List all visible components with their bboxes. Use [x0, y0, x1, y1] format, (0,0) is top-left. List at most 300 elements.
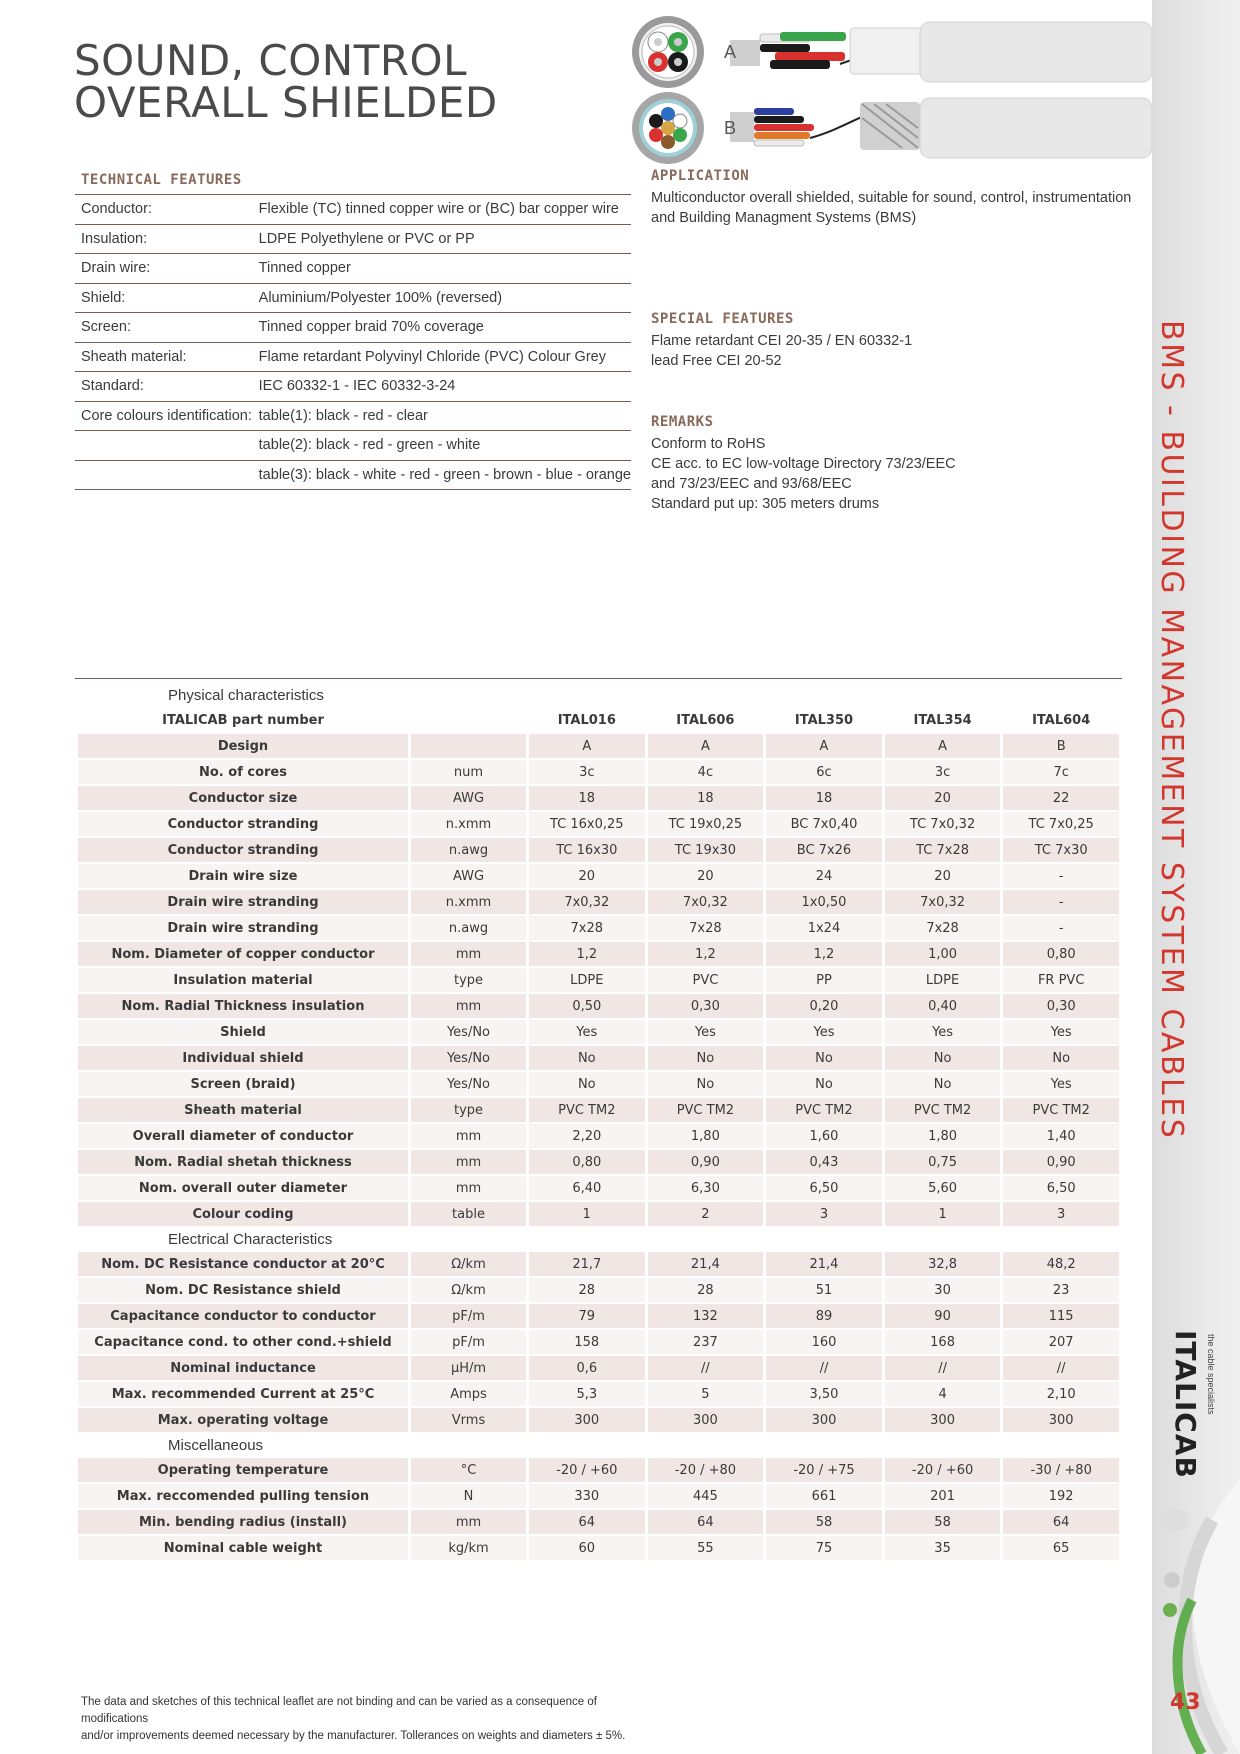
row-label: Nom. Radial shetah thickness: [78, 1150, 408, 1174]
table-cell: 2,10: [1003, 1382, 1119, 1406]
table-cell: 30: [885, 1278, 1001, 1302]
part-number-unit-blank: [411, 708, 526, 732]
table-cell: 21,4: [766, 1252, 882, 1276]
table-cell: TC 19x30: [648, 838, 764, 862]
table-cell: TC 7x0,25: [1003, 812, 1119, 836]
table-row: [78, 838, 1119, 862]
table-cell: 0,80: [529, 1150, 645, 1174]
table-cell: 22: [1003, 786, 1119, 810]
application-heading: APPLICATION: [651, 168, 750, 184]
table-cell: 6c: [766, 760, 882, 784]
section-title: Physical characteristics: [168, 686, 324, 704]
table-row: [78, 968, 1119, 992]
table-cell: 2,20: [529, 1124, 645, 1148]
table-cell: 330: [529, 1484, 645, 1508]
table-cell: No: [529, 1046, 645, 1070]
row-unit: type: [411, 1098, 526, 1122]
table-cell: 300: [885, 1408, 1001, 1432]
part-number-row: [78, 708, 1119, 732]
table-cell: 64: [529, 1510, 645, 1534]
table-cell: PVC TM2: [1003, 1098, 1119, 1122]
tech-feature-row: [75, 313, 631, 343]
table-cell: 3c: [529, 760, 645, 784]
table-cell: 1,2: [529, 942, 645, 966]
table-cell: 1x0,50: [766, 890, 882, 914]
tech-feature-label: Sheath material:: [75, 342, 253, 372]
special-feature-line: lead Free CEI 20-52: [651, 353, 782, 369]
table-cell: 64: [648, 1510, 764, 1534]
row-unit: AWG: [411, 864, 526, 888]
table-cell: 0,40: [885, 994, 1001, 1018]
table-cell: 6,40: [529, 1176, 645, 1200]
table-cell: 0,20: [766, 994, 882, 1018]
row-unit: n.xmm: [411, 812, 526, 836]
table-cell: //: [1003, 1356, 1119, 1380]
row-unit: Yes/No: [411, 1020, 526, 1044]
table-cell: 445: [648, 1484, 764, 1508]
table-cell: 20: [885, 864, 1001, 888]
remarks-heading: REMARKS: [651, 414, 714, 430]
table-cell: -20 / +60: [885, 1458, 1001, 1482]
table-cell: 7x0,32: [885, 890, 1001, 914]
table-row: [78, 812, 1119, 836]
table-cell: 90: [885, 1304, 1001, 1328]
remark-line: CE acc. to EC low-voltage Directory 73/23/EEC: [651, 456, 956, 472]
tech-feature-row: [75, 460, 631, 490]
table-cell: 1: [885, 1202, 1001, 1226]
table-row: [78, 1202, 1119, 1226]
table-cell: 5,60: [885, 1176, 1001, 1200]
table-cell: 18: [529, 786, 645, 810]
row-unit: AWG: [411, 786, 526, 810]
row-label: Capacitance cond. to other cond.+shield: [78, 1330, 408, 1354]
table-cell: 3,50: [766, 1382, 882, 1406]
special-features-block: [651, 309, 1151, 371]
table-cell: 1x24: [766, 916, 882, 940]
table-row: [78, 786, 1119, 810]
row-unit: Ω/km: [411, 1252, 526, 1276]
table-cell: //: [766, 1356, 882, 1380]
table-cell: 168: [885, 1330, 1001, 1354]
table-cell: 0,6: [529, 1356, 645, 1380]
table-cell: 5,3: [529, 1382, 645, 1406]
row-label: Drain wire stranding: [78, 916, 408, 940]
row-unit: N: [411, 1484, 526, 1508]
technical-features-table: [75, 194, 631, 490]
table-cell: 4c: [648, 760, 764, 784]
table-cell: 0,75: [885, 1150, 1001, 1174]
table-cell: -: [1003, 916, 1119, 940]
table-cell: 0,43: [766, 1150, 882, 1174]
row-label: Nom. DC Resistance conductor at 20°C: [78, 1252, 408, 1276]
row-label: Shield: [78, 1020, 408, 1044]
table-cell: B: [1003, 734, 1119, 758]
table-cell: 201: [885, 1484, 1001, 1508]
table-cell: 89: [766, 1304, 882, 1328]
table-cell: 2: [648, 1202, 764, 1226]
tech-feature-row: [75, 283, 631, 313]
table-cell: 237: [648, 1330, 764, 1354]
table-row: [78, 1356, 1119, 1380]
table-cell: 55: [648, 1536, 764, 1560]
table-cell: 132: [648, 1304, 764, 1328]
row-label: Nominal cable weight: [78, 1536, 408, 1560]
row-label: Nom. Radial Thickness insulation: [78, 994, 408, 1018]
application-line: and Building Managment Systems (BMS): [651, 210, 917, 226]
row-label: Insulation material: [78, 968, 408, 992]
part-number-header: ITAL604: [1032, 712, 1091, 728]
tech-feature-label: Insulation:: [75, 224, 253, 254]
table-cell: 51: [766, 1278, 882, 1302]
section-title-row: [78, 1228, 1119, 1250]
row-unit: mm: [411, 994, 526, 1018]
table-cell: 28: [529, 1278, 645, 1302]
table-cell: 7x0,32: [529, 890, 645, 914]
table-cell: 7c: [1003, 760, 1119, 784]
table-cell: 6,30: [648, 1176, 764, 1200]
row-unit: mm: [411, 942, 526, 966]
design-letter-b: B: [724, 118, 737, 138]
part-number-header: ITAL606: [676, 712, 735, 728]
table-cell: 75: [766, 1536, 882, 1560]
application-line: Multiconductor overall shielded, suitable for sound, control, instrumentation: [651, 190, 1132, 206]
table-cell: -: [1003, 890, 1119, 914]
table-row: [78, 1072, 1119, 1096]
tech-feature-label: Drain wire:: [75, 254, 253, 284]
tech-feature-value: table(2): black - red - green - white: [253, 431, 631, 461]
tech-feature-row: [75, 254, 631, 284]
table-row: [78, 864, 1119, 888]
table-cell: BC 7x0,40: [766, 812, 882, 836]
row-unit: Amps: [411, 1382, 526, 1406]
table-row: [78, 1330, 1119, 1354]
table-row: [78, 734, 1119, 758]
table-cell: 7x0,32: [648, 890, 764, 914]
tech-feature-value: Flexible (TC) tinned copper wire or (BC) bar copper wire: [253, 195, 631, 225]
table-cell: //: [885, 1356, 1001, 1380]
tech-feature-row: [75, 342, 631, 372]
tech-feature-value: Tinned copper braid 70% coverage: [253, 313, 631, 343]
table-cell: 1,60: [766, 1124, 882, 1148]
table-top-rule: [75, 678, 1122, 679]
row-unit: mm: [411, 1176, 526, 1200]
cable-design-b-figure: [630, 90, 1152, 171]
row-label: Capacitance conductor to conductor: [78, 1304, 408, 1328]
row-unit: [411, 734, 526, 758]
table-cell: 3: [1003, 1202, 1119, 1226]
table-cell: PVC TM2: [648, 1098, 764, 1122]
table-row: [78, 1150, 1119, 1174]
table-cell: No: [885, 1072, 1001, 1096]
cable-b-drawing: [630, 90, 1152, 166]
table-cell: No: [766, 1046, 882, 1070]
row-label: Colour coding: [78, 1202, 408, 1226]
tech-feature-label: Standard:: [75, 372, 253, 402]
characteristics-table: [75, 682, 1122, 1562]
table-cell: LDPE: [885, 968, 1001, 992]
table-row: [78, 1046, 1119, 1070]
table-cell: A: [529, 734, 645, 758]
application-block: [651, 166, 1151, 228]
table-cell: 661: [766, 1484, 882, 1508]
table-cell: TC 7x0,32: [885, 812, 1001, 836]
table-row: [78, 916, 1119, 940]
table-cell: 28: [648, 1278, 764, 1302]
row-label: Drain wire stranding: [78, 890, 408, 914]
section-title-row: [78, 684, 1119, 706]
table-cell: 300: [529, 1408, 645, 1432]
table-cell: //: [648, 1356, 764, 1380]
table-cell: TC 16x0,25: [529, 812, 645, 836]
table-cell: 0,90: [648, 1150, 764, 1174]
tech-feature-row: [75, 431, 631, 461]
table-cell: -30 / +80: [1003, 1458, 1119, 1482]
tech-feature-value: Flame retardant Polyvinyl Chloride (PVC) Colour Grey: [253, 342, 631, 372]
row-unit: mm: [411, 1124, 526, 1148]
row-label: No. of cores: [78, 760, 408, 784]
table-cell: No: [766, 1072, 882, 1096]
table-cell: 160: [766, 1330, 882, 1354]
table-cell: A: [648, 734, 764, 758]
table-cell: Yes: [529, 1020, 645, 1044]
table-cell: 115: [1003, 1304, 1119, 1328]
table-cell: No: [648, 1046, 764, 1070]
cable-design-a-figure: [630, 14, 1152, 95]
tech-feature-row: [75, 195, 631, 225]
table-cell: A: [766, 734, 882, 758]
tech-feature-label: Core colours identification:: [75, 401, 253, 431]
table-cell: 6,50: [1003, 1176, 1119, 1200]
table-cell: 3: [766, 1202, 882, 1226]
table-cell: 21,7: [529, 1252, 645, 1276]
remarks-block: [651, 412, 1151, 514]
row-unit: table: [411, 1202, 526, 1226]
table-cell: -: [1003, 864, 1119, 888]
special-features-heading: SPECIAL FEATURES: [651, 311, 794, 327]
table-cell: 300: [766, 1408, 882, 1432]
table-cell: 1,40: [1003, 1124, 1119, 1148]
table-cell: No: [885, 1046, 1001, 1070]
table-cell: No: [529, 1072, 645, 1096]
tech-feature-value: Aluminium/Polyester 100% (reversed): [253, 283, 631, 313]
row-unit: µH/m: [411, 1356, 526, 1380]
table-row: [78, 1304, 1119, 1328]
table-cell: 1,80: [885, 1124, 1001, 1148]
section-title: Electrical Characteristics: [168, 1230, 333, 1248]
design-letter-a: A: [724, 42, 737, 62]
table-cell: -20 / +60: [529, 1458, 645, 1482]
table-row: [78, 890, 1119, 914]
tech-feature-row: [75, 401, 631, 431]
table-cell: TC 16x30: [529, 838, 645, 862]
table-cell: 18: [766, 786, 882, 810]
table-cell: 300: [648, 1408, 764, 1432]
table-cell: 24: [766, 864, 882, 888]
table-row: [78, 1382, 1119, 1406]
row-unit: °C: [411, 1458, 526, 1482]
table-cell: 1,2: [648, 942, 764, 966]
table-cell: BC 7x26: [766, 838, 882, 862]
footer-disclaimer: The data and sketches of this technical leaflet are not binding and can be varied as a consequence of modifications and/or improvements deemed necessary by the manufacturer. Tollerances on weights and diameters ± 5%.: [81, 1696, 626, 1742]
tech-feature-value: LDPE Polyethylene or PVC or PP: [253, 224, 631, 254]
table-cell: 0,50: [529, 994, 645, 1018]
table-cell: 0,90: [1003, 1150, 1119, 1174]
table-cell: TC 7x28: [885, 838, 1001, 862]
table-cell: 60: [529, 1536, 645, 1560]
table-cell: Yes: [885, 1020, 1001, 1044]
tech-feature-value: Tinned copper: [253, 254, 631, 284]
table-cell: 79: [529, 1304, 645, 1328]
row-unit: mm: [411, 1510, 526, 1534]
table-cell: 20: [648, 864, 764, 888]
row-label: Nom. DC Resistance shield: [78, 1278, 408, 1302]
table-cell: 23: [1003, 1278, 1119, 1302]
table-cell: 192: [1003, 1484, 1119, 1508]
row-label: Screen (braid): [78, 1072, 408, 1096]
table-cell: TC 7x30: [1003, 838, 1119, 862]
row-label: Conductor stranding: [78, 812, 408, 836]
tech-feature-label: [75, 431, 253, 461]
tech-feature-label: Screen:: [75, 313, 253, 343]
row-unit: Yes/No: [411, 1072, 526, 1096]
table-row: [78, 1278, 1119, 1302]
row-label: Nom. overall outer diameter: [78, 1176, 408, 1200]
table-cell: 58: [766, 1510, 882, 1534]
row-label: Drain wire size: [78, 864, 408, 888]
table-row: [78, 1458, 1119, 1482]
table-cell: PVC TM2: [529, 1098, 645, 1122]
table-cell: 6,50: [766, 1176, 882, 1200]
tech-feature-row: [75, 224, 631, 254]
section-title-row: [78, 1434, 1119, 1456]
table-row: [78, 1176, 1119, 1200]
remark-line: Conform to RoHS: [651, 436, 766, 452]
row-label: Max. recommended Current at 25°C: [78, 1382, 408, 1406]
row-unit: Yes/No: [411, 1046, 526, 1070]
part-number-header: ITAL016: [557, 712, 616, 728]
table-cell: 20: [529, 864, 645, 888]
table-cell: 35: [885, 1536, 1001, 1560]
technical-features-heading: TECHNICAL FEATURES: [81, 172, 242, 188]
row-label: Design: [78, 734, 408, 758]
tech-feature-label: Shield:: [75, 283, 253, 313]
table-cell: Yes: [766, 1020, 882, 1044]
table-cell: 7x28: [885, 916, 1001, 940]
row-unit: pF/m: [411, 1330, 526, 1354]
table-cell: 65: [1003, 1536, 1119, 1560]
part-number-header: ITAL350: [794, 712, 854, 728]
row-label: Nom. Diameter of copper conductor: [78, 942, 408, 966]
table-cell: 48,2: [1003, 1252, 1119, 1276]
row-label: Nominal inductance: [78, 1356, 408, 1380]
table-cell: PP: [766, 968, 882, 992]
row-unit: n.awg: [411, 838, 526, 862]
table-row: [78, 1124, 1119, 1148]
table-row: [78, 1252, 1119, 1276]
tech-feature-row: [75, 372, 631, 402]
table-cell: 158: [529, 1330, 645, 1354]
table-cell: LDPE: [529, 968, 645, 992]
table-cell: 7x28: [648, 916, 764, 940]
table-cell: -20 / +75: [766, 1458, 882, 1482]
table-cell: A: [885, 734, 1001, 758]
table-cell: 1,2: [766, 942, 882, 966]
table-cell: 32,8: [885, 1252, 1001, 1276]
table-cell: 20: [885, 786, 1001, 810]
table-cell: No: [1003, 1046, 1119, 1070]
row-unit: num: [411, 760, 526, 784]
table-cell: 21,4: [648, 1252, 764, 1276]
table-cell: -20 / +80: [648, 1458, 764, 1482]
table-row: [78, 1536, 1119, 1560]
table-row: [78, 760, 1119, 784]
tech-feature-label: [75, 460, 253, 490]
table-row: [78, 1098, 1119, 1122]
table-cell: 207: [1003, 1330, 1119, 1354]
table-row: [78, 1484, 1119, 1508]
table-row: [78, 1408, 1119, 1432]
table-cell: 3c: [885, 760, 1001, 784]
row-label: Min. bending radius (install): [78, 1510, 408, 1534]
table-cell: Yes: [648, 1020, 764, 1044]
table-cell: Yes: [1003, 1072, 1119, 1096]
row-unit: mm: [411, 1150, 526, 1174]
table-row: [78, 994, 1119, 1018]
remark-line: Standard put up: 305 meters drums: [651, 496, 880, 512]
table-cell: 1: [529, 1202, 645, 1226]
tech-feature-value: IEC 60332-1 - IEC 60332-3-24: [253, 372, 631, 402]
table-cell: TC 19x0,25: [648, 812, 764, 836]
table-row: [78, 1510, 1119, 1534]
page-title: SOUND, CONTROL OVERALL SHIELDED: [74, 36, 498, 127]
row-label: Sheath material: [78, 1098, 408, 1122]
tech-feature-label: Conductor:: [75, 195, 253, 225]
special-feature-line: Flame retardant CEI 20-35 / EN 60332-1: [651, 333, 913, 349]
table-cell: No: [648, 1072, 764, 1096]
table-row: [78, 1020, 1119, 1044]
row-label: Max. reccomended pulling tension: [78, 1484, 408, 1508]
side-title: BMS - BUILDING MANAGEMENT SYSTEM CABLES: [1154, 320, 1189, 1141]
table-cell: 64: [1003, 1510, 1119, 1534]
row-label: Overall diameter of conductor: [78, 1124, 408, 1148]
cable-a-drawing: [630, 14, 1152, 90]
table-cell: FR PVC: [1003, 968, 1119, 992]
table-cell: 5: [648, 1382, 764, 1406]
table-cell: 58: [885, 1510, 1001, 1534]
part-number-header: ITAL354: [913, 712, 972, 728]
part-number-label: ITALICAB part number: [162, 712, 324, 728]
table-cell: 18: [648, 786, 764, 810]
italicab-logo: ITALICAB the cable specialists: [1169, 1330, 1216, 1479]
section-title: Miscellaneous: [168, 1436, 264, 1454]
remark-line: and 73/23/EEC and 93/68/EEC: [651, 476, 852, 492]
table-cell: 300: [1003, 1408, 1119, 1432]
row-unit: type: [411, 968, 526, 992]
table-cell: 7x28: [529, 916, 645, 940]
table-cell: PVC TM2: [885, 1098, 1001, 1122]
table-cell: Yes: [1003, 1020, 1119, 1044]
row-unit: Vrms: [411, 1408, 526, 1432]
row-unit: kg/km: [411, 1536, 526, 1560]
row-label: Conductor stranding: [78, 838, 408, 862]
table-cell: 1,00: [885, 942, 1001, 966]
row-unit: pF/m: [411, 1304, 526, 1328]
table-row: [78, 942, 1119, 966]
tech-feature-value: table(3): black - white - red - green - brown - blue - orange: [253, 460, 631, 490]
table-cell: 4: [885, 1382, 1001, 1406]
row-unit: Ω/km: [411, 1278, 526, 1302]
row-unit: n.xmm: [411, 890, 526, 914]
